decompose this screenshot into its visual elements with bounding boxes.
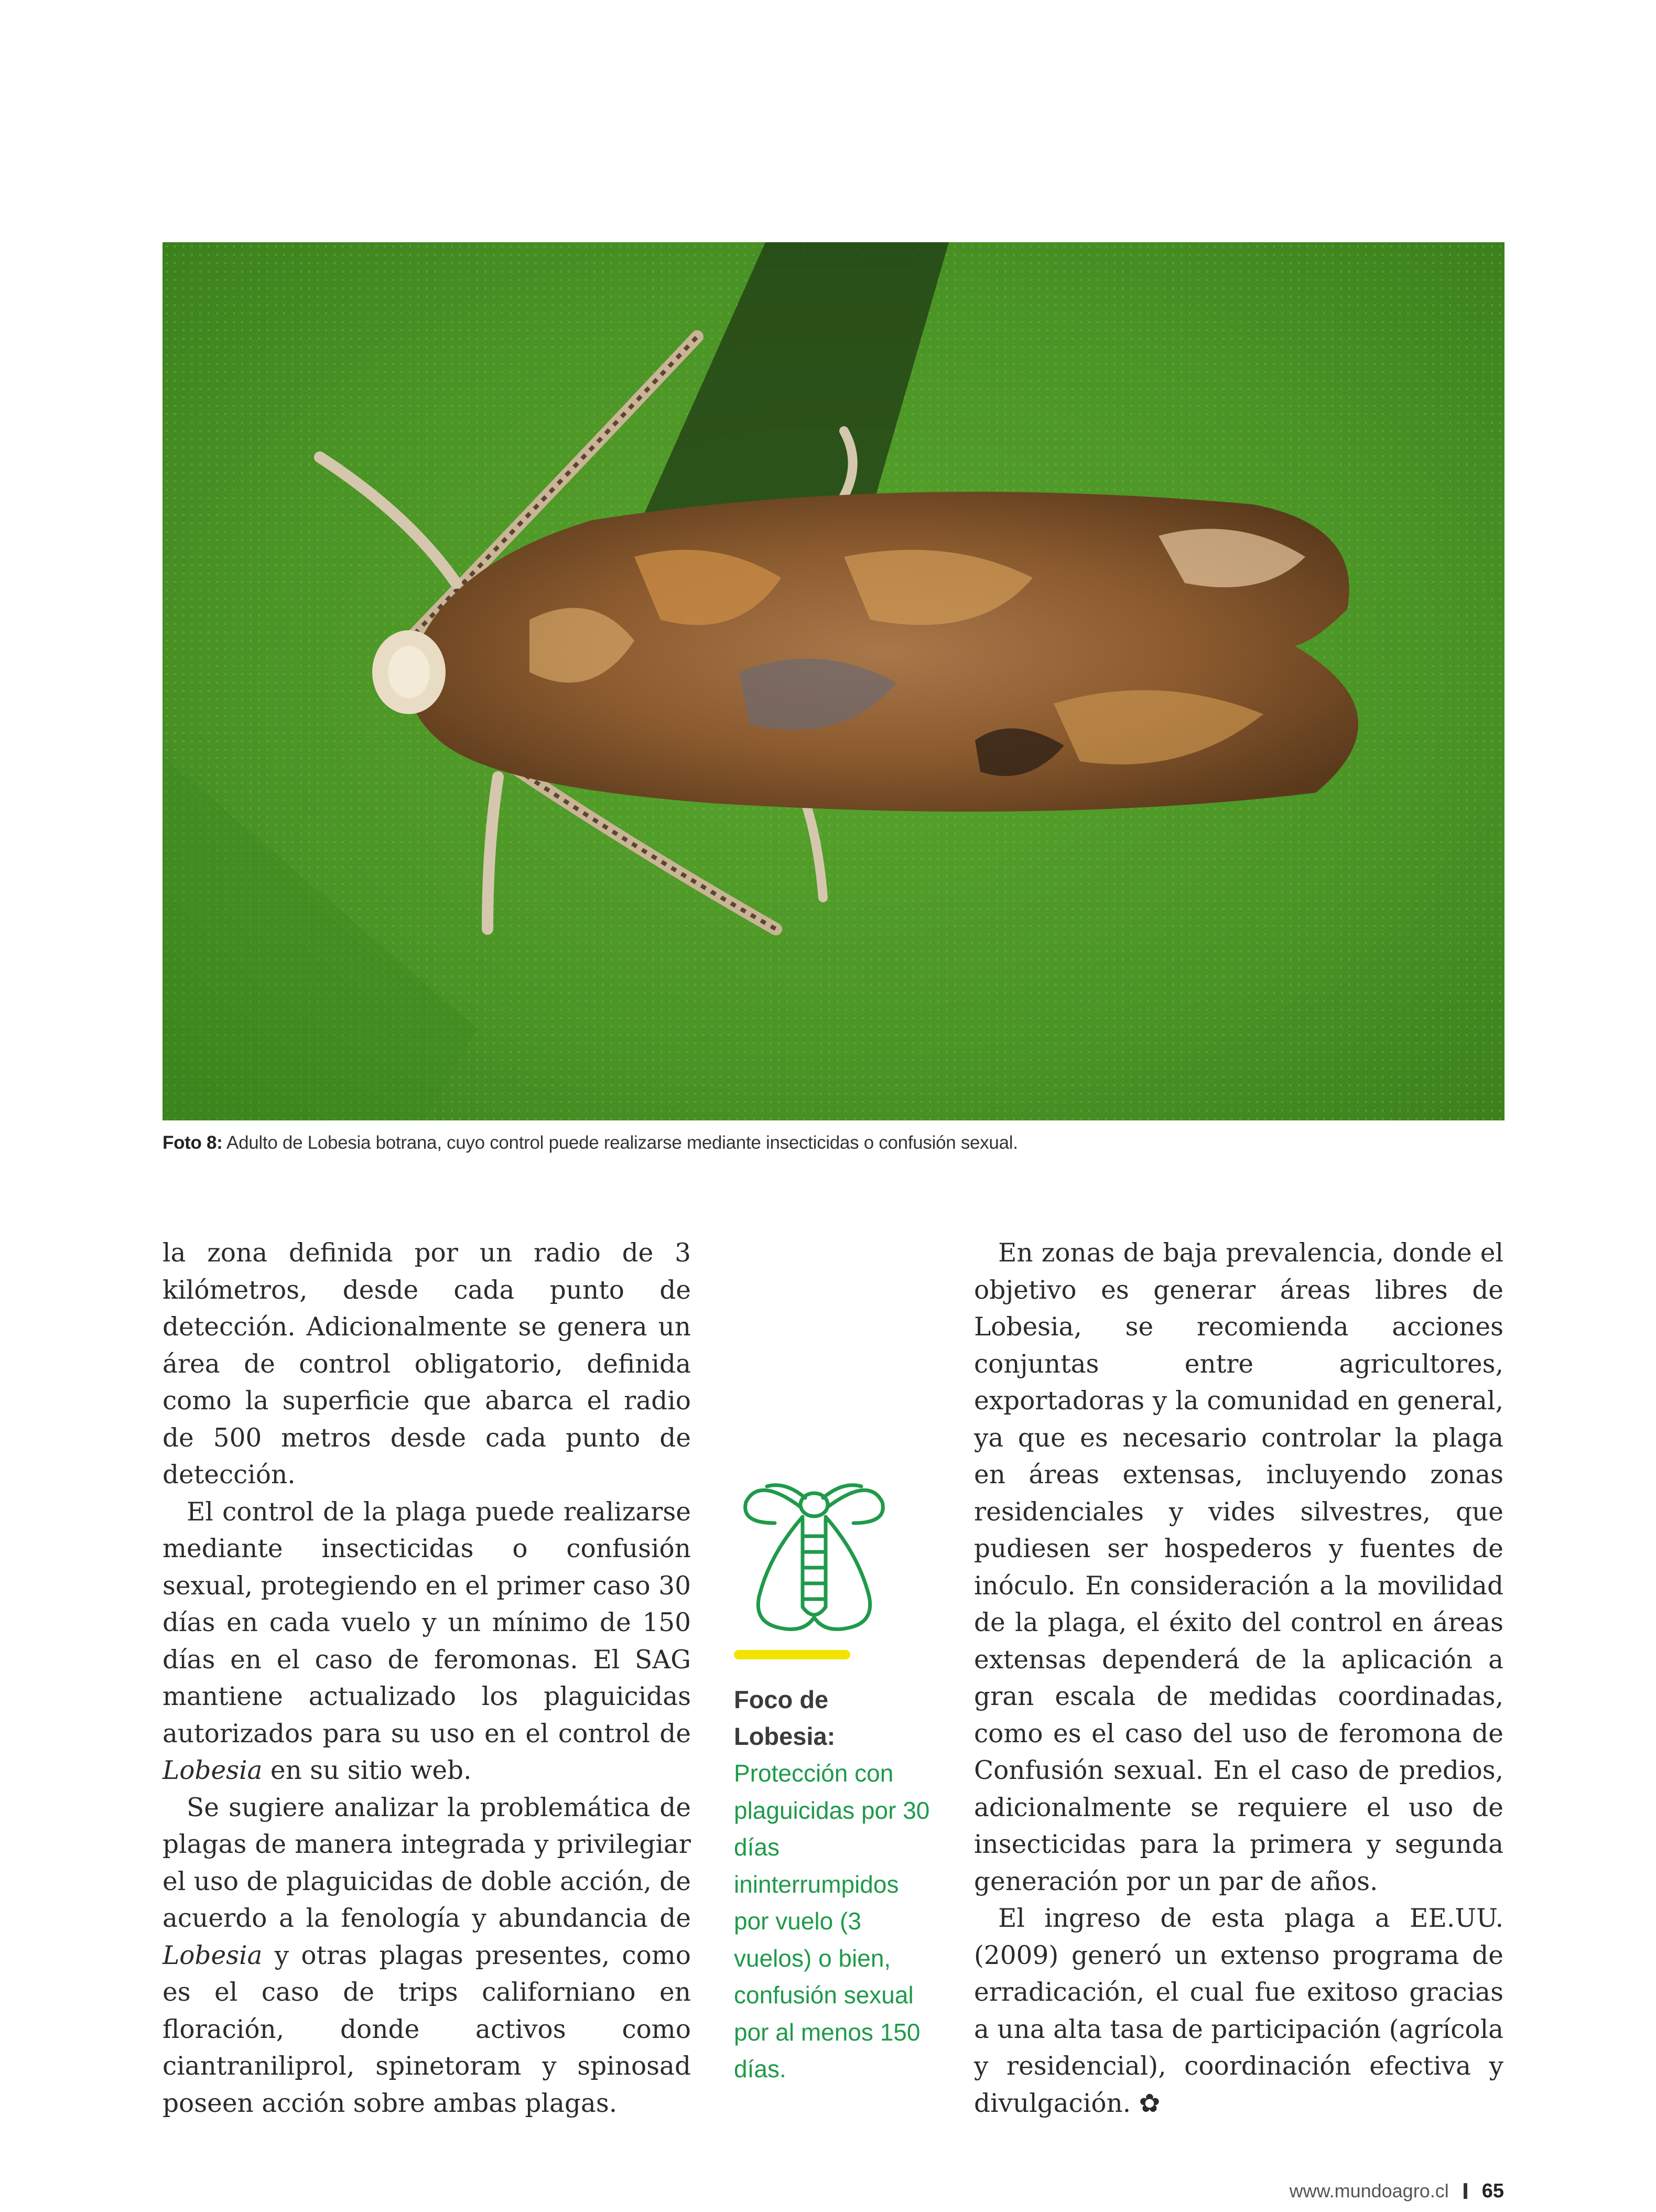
paragraph: la zona definida por un radio de 3 kilómetros, desde cada punto de detección. Adicionalmente se genera un área de control obligatorio, definida como la superficie que abarca el radio de 500 metros desde cada punto de detección. <box>163 1238 691 1490</box>
paragraph-text: El ingreso de esta plaga a EE.UU. (2009) generó un extenso programa de erradicación, el cual fue exitoso gracias a una alta tasa de participación (agrícola y residencial), coordinación efectiva y divulgación. <box>974 1904 1503 2118</box>
paragraph-text: en su sitio web. <box>262 1756 472 1785</box>
paragraph <box>974 1900 1503 2122</box>
page-footer <box>1290 2180 1504 2203</box>
species-name: Lobesia <box>163 1940 263 1970</box>
sidebar-title: Foco de Lobesia: <box>734 1686 836 1750</box>
caption-text: Adulto de Lobesia botrana, cuyo control puede realizarse mediante insecticidas o confusión sexual. <box>222 1132 1018 1153</box>
page-number: 65 <box>1481 2180 1504 2202</box>
paragraph <box>163 1789 691 2122</box>
left-column <box>163 1235 691 2122</box>
right-column <box>974 1235 1503 2122</box>
accent-bar <box>734 1650 850 1659</box>
moth-photo <box>163 242 1505 1120</box>
photo-caption <box>163 1132 1505 1153</box>
paragraph <box>163 1494 691 1789</box>
species-name: Lobesia <box>163 1756 263 1785</box>
sidebar-body: Protección con plaguicidas por 30 días ininterrumpidos por vuelo (3 vuelos) o bien, confusión sexual por al menos 150 días. <box>734 1760 930 2082</box>
paragraph-text: y otras plagas presentes, como es el caso de trips californiano en floración, donde activos como ciantraniliprol, spinetoram y spinosad poseen acción sobre ambas plagas. <box>163 1940 691 2118</box>
paragraph: En zonas de baja prevalencia, donde el objetivo es generar áreas libres de Lobesia, se recomienda acciones conjuntas entre agricultores, exportadoras y la comunidad en general, ya que es necesario controlar la plaga en áreas extensas, incluyendo zonas residenciales y vides silvestres, que pudiesen ser hospederos y fuentes de inóculo. En consideración a la movilidad de la plaga, el éxito del control en áreas extensas dependerá de la aplicación a gran escala de medidas coordinadas, como es el caso del uso de feromona de Confusión sexual. En el caso de predios, adicionalmente se requiere el uso de insecticidas para la primera y segunda generación por un par de años. <box>974 1238 1503 1896</box>
end-mark-icon: ✿ <box>1139 2088 1161 2118</box>
paragraph-text: Se sugiere analizar la problemática de plagas de manera integrada y privilegiar el uso de plaguicidas de doble acción, de acuerdo a la fenología y abundancia de <box>163 1793 691 1933</box>
paragraph-text: El control de la plaga puede realizarse mediante insecticidas o confusión sexual, protegiendo en el primer caso 30 días en cada vuelo y un mínimo de 150 días en el caso de feromonas. El SAG mantiene actualizado los plaguicidas autorizados para su uso en el control de <box>163 1497 691 1749</box>
website-url: www.mundoagro.cl <box>1289 2180 1449 2202</box>
caption-label: Foto 8: <box>163 1132 223 1153</box>
moth-photo-svg <box>163 242 1505 1120</box>
footer-separator <box>1464 2183 1467 2199</box>
moth-outline-icon <box>738 1476 890 1638</box>
